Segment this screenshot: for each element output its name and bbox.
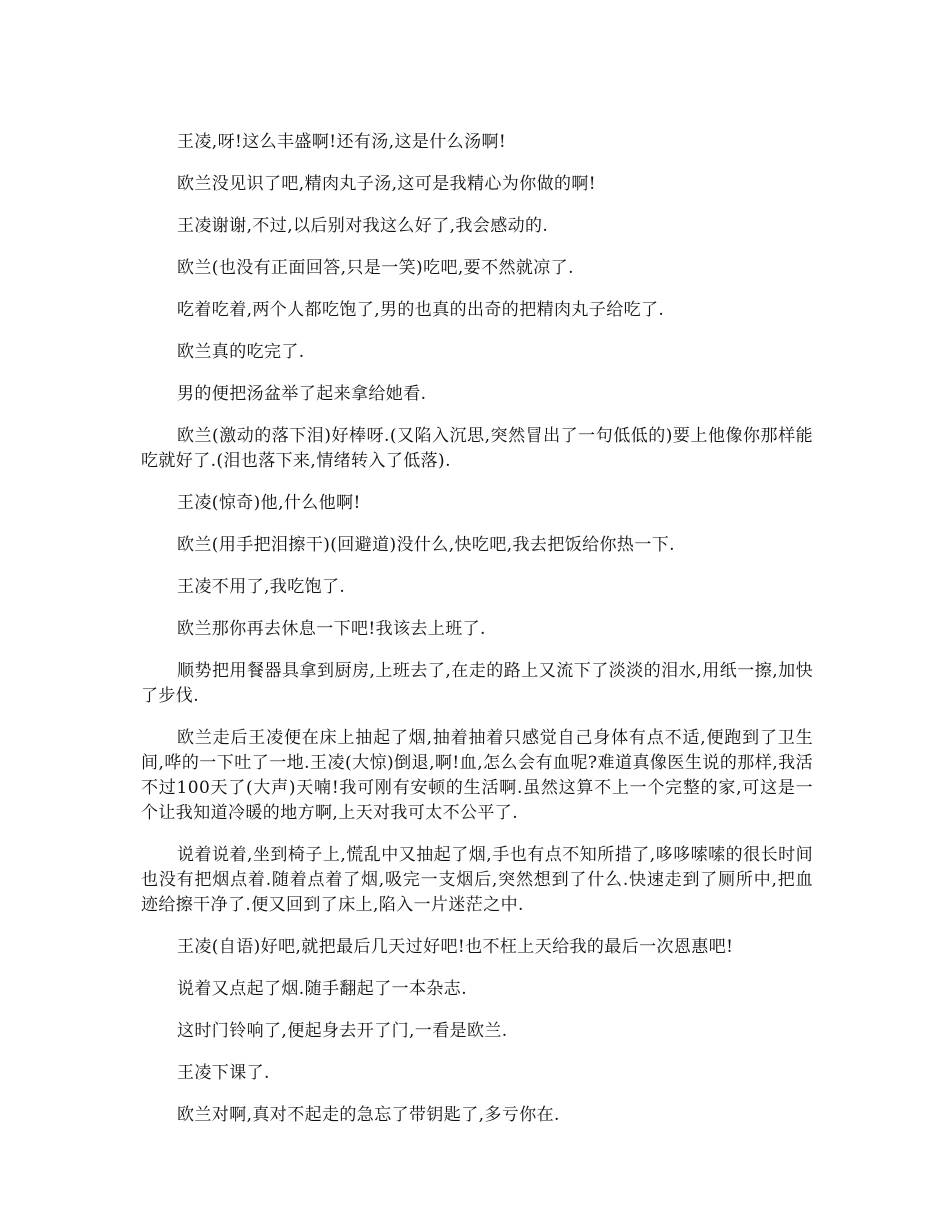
paragraph: 欧兰(用手把泪擦干)(回避道)没什么,快吃吧,我去把饭给你热一下. (177, 535, 675, 555)
paragraph: 王凌(惊奇)他,什么他啊! (177, 493, 361, 513)
paragraph: 王凌不用了,我吃饱了. (177, 577, 346, 597)
paragraph: 王凌,呀!这么丰盛啊!还有汤,这是什么汤啊! (177, 132, 507, 152)
paragraph: 说着说着,坐到椅子上,慌乱中又抽起了烟,手也有点不知所措了,哆哆嗦嗦的很长时间也没有把烟点着.随着点着了烟,吸完一支烟后,突然想到了什么.快速走到了厕所中,把血迹给擦干净了.便又回到了床上,陷入一片迷茫之中. (141, 845, 813, 915)
paragraph: 欧兰真的吃完了. (177, 342, 305, 362)
paragraph: 欧兰(也没有正面回答,只是一笑)吃吧,要不然就凉了. (177, 258, 574, 278)
paragraph: 欧兰对啊,真对不起走的急忘了带钥匙了,多亏你在. (177, 1105, 560, 1125)
paragraph: 王凌谢谢,不过,以后别对我这么好了,我会感动的. (177, 216, 549, 236)
paragraph: 男的便把汤盆举了起来拿给她看. (177, 384, 427, 404)
paragraph: 吃着吃着,两个人都吃饱了,男的也真的出奇的把精肉丸子给吃了. (177, 300, 665, 320)
paragraph: 说着又点起了烟.随手翻起了一本杂志. (177, 979, 468, 999)
paragraph: 欧兰(激动的落下泪)好棒呀.(又陷入沉思,突然冒出了一句低低的)要上他像你那样能吃就好了.(泪也落下来,情绪转入了低落). (141, 426, 813, 471)
paragraph: 欧兰走后王凌便在床上抽起了烟,抽着抽着只感觉自己身体有点不适,便跑到了卫生间,哗的一下吐了一地.王凌(大惊)倒退,啊!血,怎么会有血呢?难道真像医生说的那样,我活不过100天了(大声)天喃!我可刚有安顿的生活啊.虽然这算不上一个完整的家,可这是一个让我知道冷暖的地方啊,上天对我可太不公平了. (141, 728, 813, 823)
paragraph: 这时门铃响了,便起身去开了门,一看是欧兰. (177, 1021, 508, 1041)
paragraph: 顺势把用餐器具拿到厨房,上班去了,在走的路上又流下了淡淡的泪水,用纸一擦,加快了步伐. (141, 661, 813, 706)
paragraph: 欧兰没见识了吧,精肉丸子汤,这可是我精心为你做的啊! (177, 174, 597, 194)
paragraph: 欧兰那你再去休息一下吧!我该去上班了. (177, 619, 486, 639)
document-body (141, 130, 813, 1145)
paragraph: 王凌下课了. (177, 1063, 270, 1083)
paragraph: 王凌(自语)好吧,就把最后几天过好吧!也不枉上天给我的最后一次恩惠吧! (177, 937, 734, 957)
